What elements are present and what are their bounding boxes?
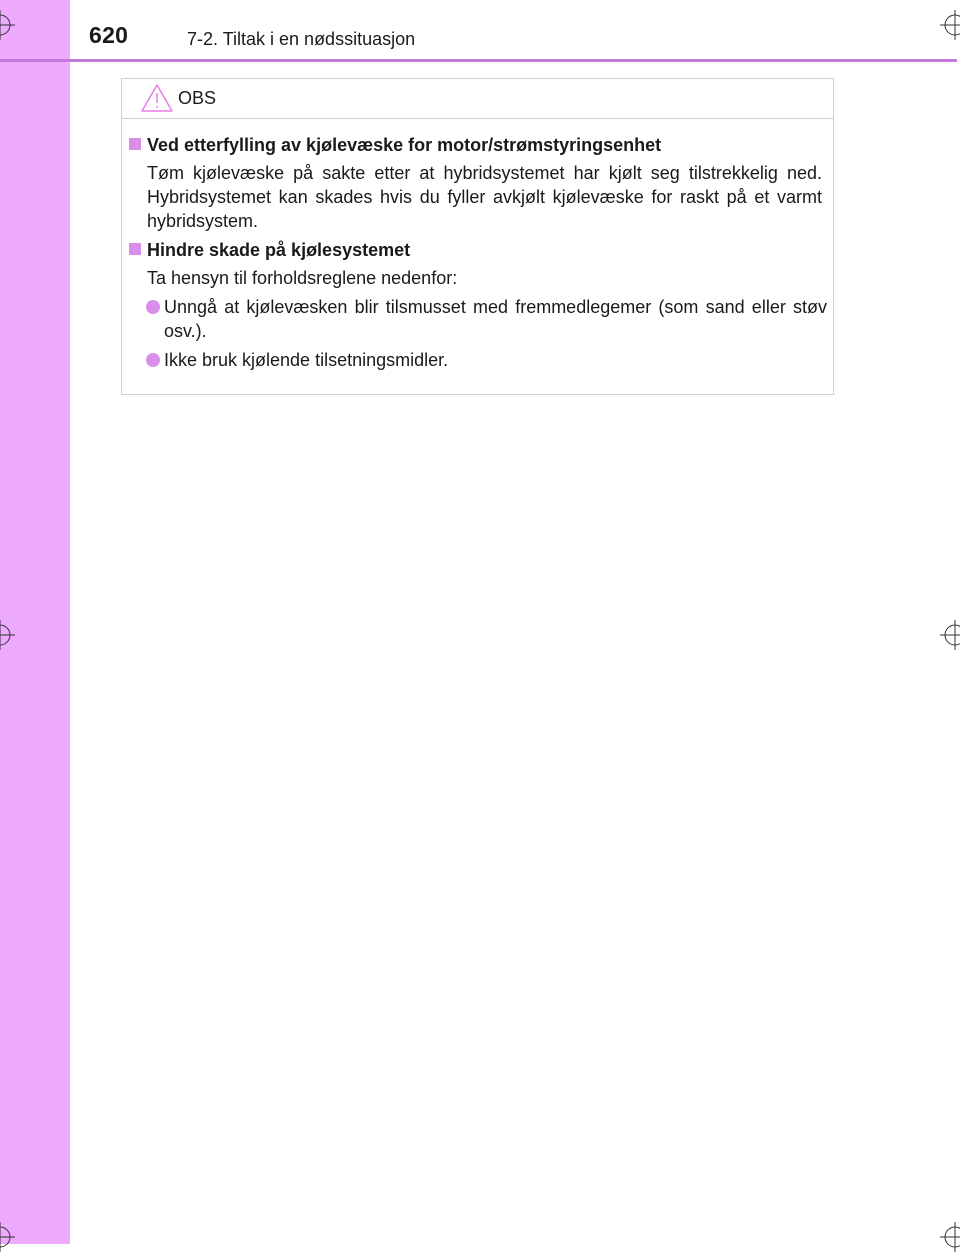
page-number: 620 [89,22,129,48]
registration-mark-icon [0,1222,15,1252]
warning-header [122,79,833,119]
registration-mark-icon [940,620,960,650]
section-paragraph: Tøm kjølevæske på sakte etter at hybridsystemet har kjølt seg tilstrekkelig ned. Hybridsystemet kan skades hvis du fyller avkjølt kjølevæske for raskt på et varmt hybridsystem. [147,163,822,231]
section-title: 7-2. Tiltak i en nødssituasjon [187,29,416,49]
section-heading [129,240,410,261]
list-item-text: Unngå at kjølevæsken blir tilsmusset med fremmedlegemer (som sand eller støv osv.). [164,297,827,341]
warning-box [121,78,834,395]
registration-mark-icon [940,10,960,40]
round-bullet-icon [146,300,160,314]
square-bullet-icon [129,243,141,255]
registration-mark-icon [0,620,15,650]
square-bullet-icon [129,138,141,150]
section-paragraph: Ta hensyn til forholdsreglene nedenfor: [147,268,458,288]
warning-triangle-icon [140,83,174,113]
registration-mark-icon [0,10,15,40]
header-rule [0,59,957,62]
section-heading [129,135,661,156]
list-item [146,295,827,343]
registration-mark-icon [940,1222,960,1252]
section-heading-text: Hindre skade på kjølesystemet [147,240,411,260]
round-bullet-icon [146,353,160,367]
list-item-text: Ikke bruk kjølende tilsetningsmidler. [164,350,449,370]
warning-label: OBS [178,88,217,108]
section-heading-text: Ved etterfylling av kjølevæske for motor/strømstyringsenhet [147,135,662,155]
list-item [146,348,827,372]
